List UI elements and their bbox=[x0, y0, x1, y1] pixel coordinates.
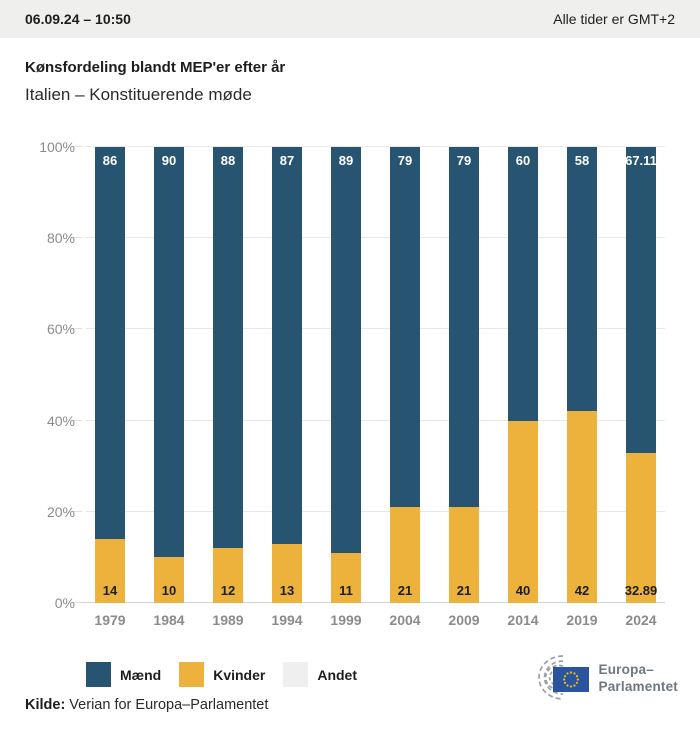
segment-men[interactable] bbox=[626, 147, 656, 453]
segment-men[interactable] bbox=[95, 147, 125, 539]
men-value-label: 79 bbox=[397, 153, 413, 168]
segment-men[interactable] bbox=[213, 147, 243, 548]
women-value-label: 42 bbox=[574, 583, 590, 598]
legend-swatch bbox=[283, 662, 308, 687]
y-axis-tick-label: 0% bbox=[54, 595, 75, 611]
bar-1979[interactable] bbox=[94, 147, 126, 628]
legend-item-andet[interactable] bbox=[283, 662, 357, 687]
women-value-label: 21 bbox=[456, 583, 472, 598]
segment-women[interactable] bbox=[626, 453, 656, 603]
bar-2014[interactable] bbox=[507, 147, 539, 628]
european-parliament-logo bbox=[513, 652, 678, 704]
bar-1989[interactable] bbox=[212, 147, 244, 628]
hemicycle-eu-flag-icon bbox=[513, 652, 591, 704]
segment-men[interactable] bbox=[508, 147, 538, 421]
bar-2004[interactable] bbox=[389, 147, 421, 628]
x-axis-label: 2024 bbox=[625, 612, 657, 628]
segment-women[interactable] bbox=[567, 411, 597, 603]
bar-1994[interactable] bbox=[271, 147, 303, 628]
women-value-label: 13 bbox=[279, 583, 295, 598]
plot-area bbox=[39, 139, 665, 628]
source-label: Kilde: bbox=[25, 697, 66, 713]
bars-container bbox=[86, 147, 665, 628]
source-line bbox=[25, 697, 268, 713]
legend-item-kvinder[interactable] bbox=[179, 662, 265, 687]
legend-swatch bbox=[179, 662, 204, 687]
legend-item-mænd[interactable] bbox=[86, 662, 161, 687]
bar-1999[interactable] bbox=[330, 147, 362, 628]
segment-women[interactable] bbox=[508, 421, 538, 603]
women-value-label: 14 bbox=[102, 583, 118, 598]
segment-men[interactable] bbox=[331, 147, 361, 553]
x-axis-label: 2004 bbox=[389, 612, 421, 628]
women-value-label: 21 bbox=[397, 583, 413, 598]
men-value-label: 87 bbox=[279, 153, 295, 168]
segment-men[interactable] bbox=[449, 147, 479, 507]
men-value-label: 88 bbox=[220, 153, 236, 168]
top-bar bbox=[0, 0, 700, 38]
x-axis-label: 1999 bbox=[330, 612, 362, 628]
x-axis-label: 1984 bbox=[153, 612, 185, 628]
x-axis-label: 1994 bbox=[271, 612, 303, 628]
x-axis-label: 1989 bbox=[212, 612, 244, 628]
men-value-label: 90 bbox=[161, 153, 177, 168]
bar-1984[interactable] bbox=[153, 147, 185, 628]
x-axis-label: 2019 bbox=[566, 612, 598, 628]
legend-label: Andet bbox=[317, 666, 358, 683]
women-value-label: 12 bbox=[220, 583, 236, 598]
source-text: Verian for Europa–Parlamentet bbox=[65, 697, 269, 713]
x-axis-label: 2014 bbox=[507, 612, 539, 628]
legend-label: Mænd bbox=[120, 666, 162, 683]
bar-2009[interactable] bbox=[448, 147, 480, 628]
legend-label: Kvinder bbox=[213, 666, 266, 683]
men-value-label: 60 bbox=[515, 153, 531, 168]
segment-men[interactable] bbox=[154, 147, 184, 557]
chart-subtitle: Italien – Konstituerende møde bbox=[25, 85, 252, 104]
men-value-label: 58 bbox=[574, 153, 590, 168]
y-axis-tick-label: 100% bbox=[39, 139, 75, 155]
y-axis-tick-label: 60% bbox=[46, 321, 75, 338]
men-value-label: 79 bbox=[456, 153, 472, 168]
women-value-label: 11 bbox=[339, 583, 353, 598]
segment-men[interactable] bbox=[390, 147, 420, 507]
timezone-note: Alle tider er GMT+2 bbox=[553, 11, 675, 27]
x-axis-label: 2009 bbox=[448, 612, 480, 628]
legend-swatch bbox=[86, 662, 111, 687]
legend bbox=[86, 662, 357, 687]
y-axis-tick-label: 20% bbox=[46, 503, 75, 520]
y-axis-tick-label: 80% bbox=[46, 230, 75, 247]
bar-2019[interactable] bbox=[566, 147, 598, 628]
bar-2024[interactable] bbox=[624, 147, 658, 628]
women-value-label: 10 bbox=[161, 583, 177, 598]
men-value-label: 67.11 bbox=[625, 153, 657, 168]
chart-title: Kønsfordeling blandt MEP'er efter år bbox=[25, 59, 286, 76]
datetime-label: 06.09.24 – 10:50 bbox=[25, 11, 131, 27]
men-value-label: 86 bbox=[102, 153, 118, 168]
x-axis-label: 1979 bbox=[94, 612, 126, 628]
logo-text-line2: Parlamentet bbox=[598, 679, 678, 694]
logo-wordmark bbox=[599, 661, 678, 695]
women-value-label: 32.89 bbox=[624, 583, 658, 598]
logo-text-line1: Europa– bbox=[598, 662, 654, 677]
women-value-label: 40 bbox=[515, 583, 531, 598]
segment-men[interactable] bbox=[567, 147, 597, 411]
y-axis-tick-label: 40% bbox=[46, 412, 75, 429]
segment-men[interactable] bbox=[272, 147, 302, 544]
men-value-label: 89 bbox=[338, 153, 354, 168]
